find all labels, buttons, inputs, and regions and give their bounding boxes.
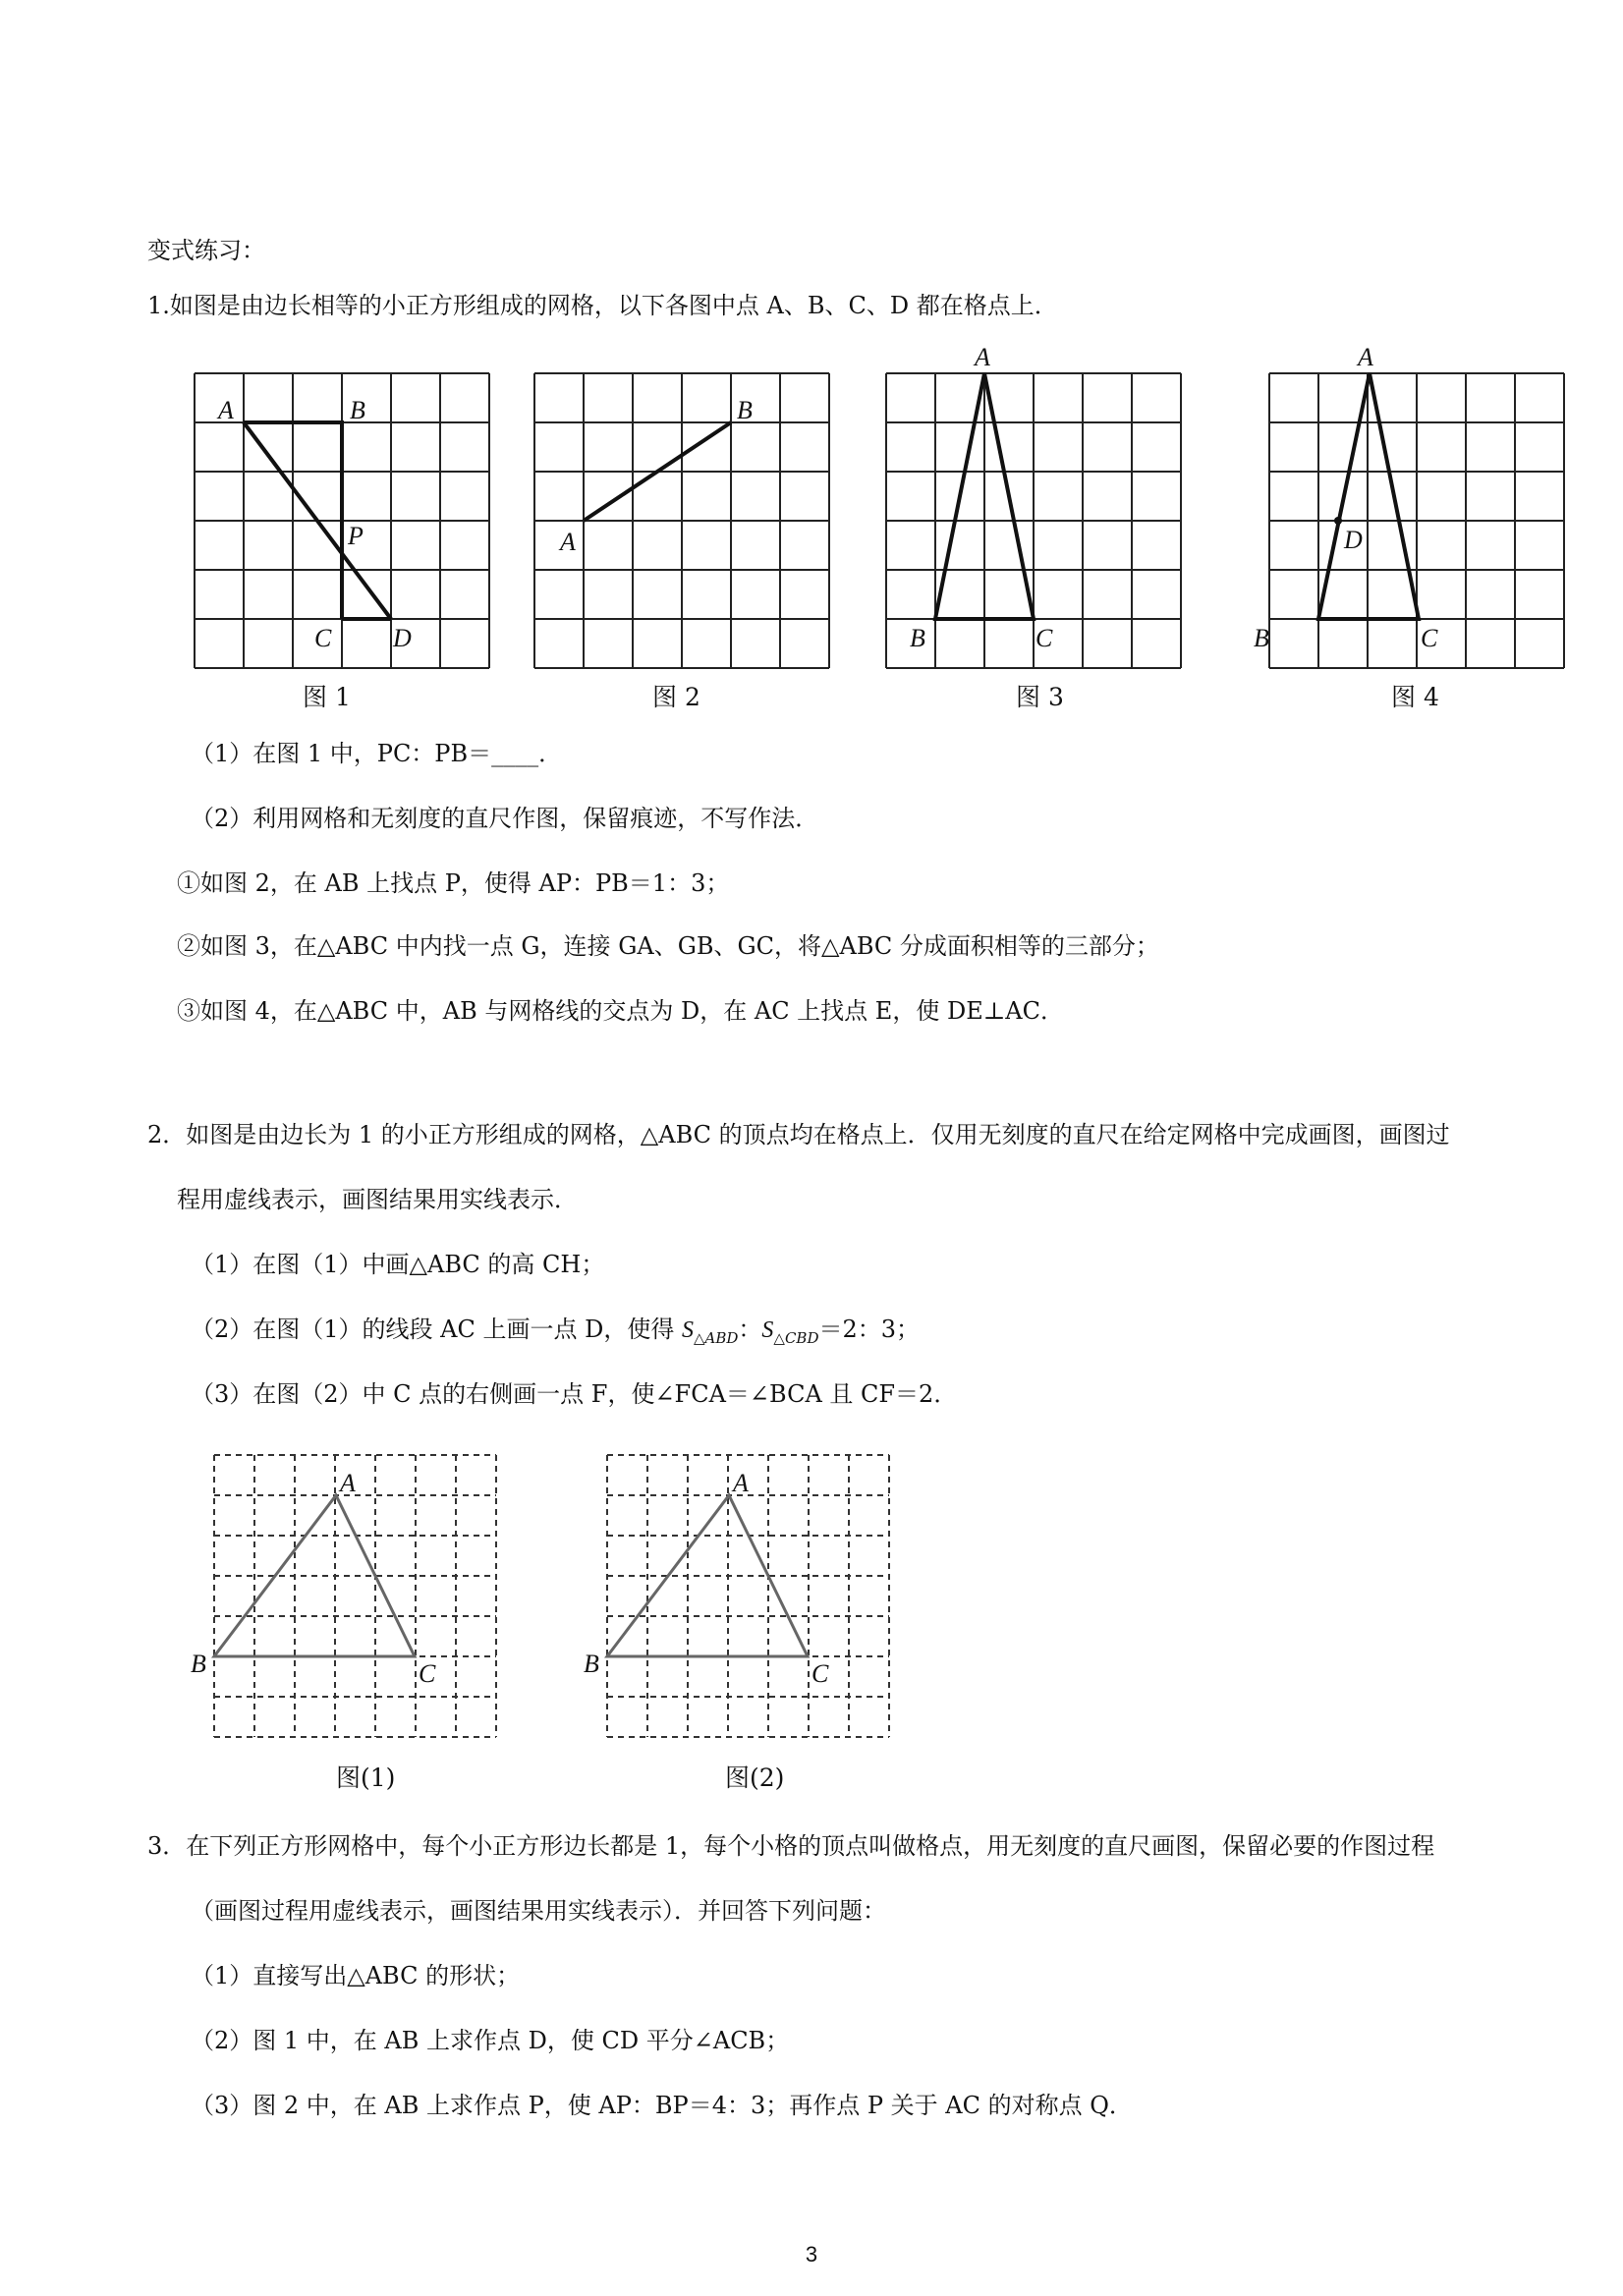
problem3-stem-2: （画图过程用虚线表示，画图结果用实线表示）．并回答下列问题： — [191, 1897, 886, 1925]
p1-q2c: ③如图 4，在△ABC 中，AB 与网格线的交点为 D，在 AC 上找点 E，使 DE⊥AC． — [177, 997, 1064, 1025]
label-a: A — [560, 528, 576, 556]
dashed-grid — [214, 1455, 496, 1737]
label-d: D — [393, 624, 412, 652]
page-number: 3 — [805, 2242, 818, 2267]
caption-p2-fig-2: 图(2) — [725, 1764, 785, 1792]
label-c: C — [812, 1659, 829, 1688]
caption-fig-4: 图 4 — [1391, 683, 1439, 711]
problem1-stem: 1.如图是由边长相等的小正方形组成的网格，以下各图中点 A、B、C、D 都在格点上． — [147, 292, 1058, 319]
problem3-stem-1: 3．在下列正方形网格中，每个小正方形边长都是 1，每个小格的顶点叫做格点，用无刻度的直尺画图，保留必要的作图过程 — [147, 1832, 1435, 1860]
p1-q1: （1）在图 1 中，PC：PB＝____． — [191, 740, 563, 767]
label-b: B — [1254, 624, 1269, 652]
label-c: C — [1421, 624, 1438, 652]
label-b: B — [737, 396, 753, 424]
label-b: B — [350, 396, 365, 424]
label-a: A — [1358, 343, 1373, 371]
grid-lines — [534, 373, 829, 668]
p1-figure-3 — [874, 340, 1199, 674]
p1-q2: （2）利用网格和无刻度的直尺作图，保留痕迹，不写作法． — [191, 805, 819, 832]
p2-q2: （2）在图（1）的线段 AC 上画一点 D，使得 $S_{\triangle ABD}$：$S_{\triangle CBD}=2$：3； — [191, 1316, 921, 1347]
p2-figure-1 — [187, 1450, 511, 1745]
point-d — [1334, 517, 1342, 525]
p1-figure-1 — [191, 369, 499, 674]
caption-fig-2: 图 2 — [652, 683, 700, 711]
problem2-stem-2: 程用虚线表示，画图结果用实线表示． — [177, 1186, 578, 1213]
label-c: C — [419, 1659, 436, 1688]
label-b: B — [910, 624, 925, 652]
label-a: A — [340, 1469, 356, 1497]
p1-figure-4 — [1254, 340, 1592, 674]
label-c: C — [314, 624, 332, 652]
dashed-grid — [607, 1455, 889, 1737]
grid-lines — [886, 373, 1181, 668]
label-c: C — [1035, 624, 1053, 652]
label-a: A — [218, 396, 234, 424]
section-title: 变式练习： — [147, 237, 265, 264]
p2-q3: （3）在图（2）中 C 点的右侧画一点 F，使∠FCA＝∠BCA 且 CF＝2． — [191, 1380, 958, 1408]
label-b: B — [584, 1650, 599, 1678]
p2-q1: （1）在图（1）中画△ABC 的高 CH； — [191, 1251, 605, 1278]
p3-q2: （2）图 1 中，在 AB 上求作点 D，使 CD 平分∠ACB； — [191, 2027, 790, 2054]
p2-figure-2 — [580, 1450, 904, 1745]
problem2-stem-1: 2．如图是由边长为 1 的小正方形组成的网格，△ABC 的顶点均在格点上．仅用无刻度的直尺在给定网格中完成画图，画图过 — [147, 1121, 1450, 1148]
caption-p2-fig-1: 图(1) — [336, 1764, 396, 1792]
caption-fig-1: 图 1 — [303, 683, 351, 711]
p3-q3: （3）图 2 中，在 AB 上求作点 P，使 AP：BP＝4：3；再作点 P 关于 AC 的对称点 Q． — [191, 2092, 1133, 2119]
label-a: A — [975, 343, 990, 371]
label-p: P — [348, 522, 364, 550]
grid-lines — [1269, 373, 1564, 668]
label-b: B — [191, 1650, 206, 1678]
p1-q2b: ②如图 3，在△ABC 中内找一点 G，连接 GA、GB、GC，将△ABC 分成面积相等的三部分； — [177, 932, 1159, 960]
p1-q2a: ①如图 2，在 AB 上找点 P，使得 AP：PB＝1：3； — [177, 869, 730, 897]
p3-q1: （1）直接写出△ABC 的形状； — [191, 1962, 521, 1989]
caption-fig-3: 图 3 — [1016, 683, 1064, 711]
label-a: A — [733, 1469, 749, 1497]
label-d: D — [1344, 526, 1363, 554]
p1-figure-2 — [531, 369, 839, 674]
